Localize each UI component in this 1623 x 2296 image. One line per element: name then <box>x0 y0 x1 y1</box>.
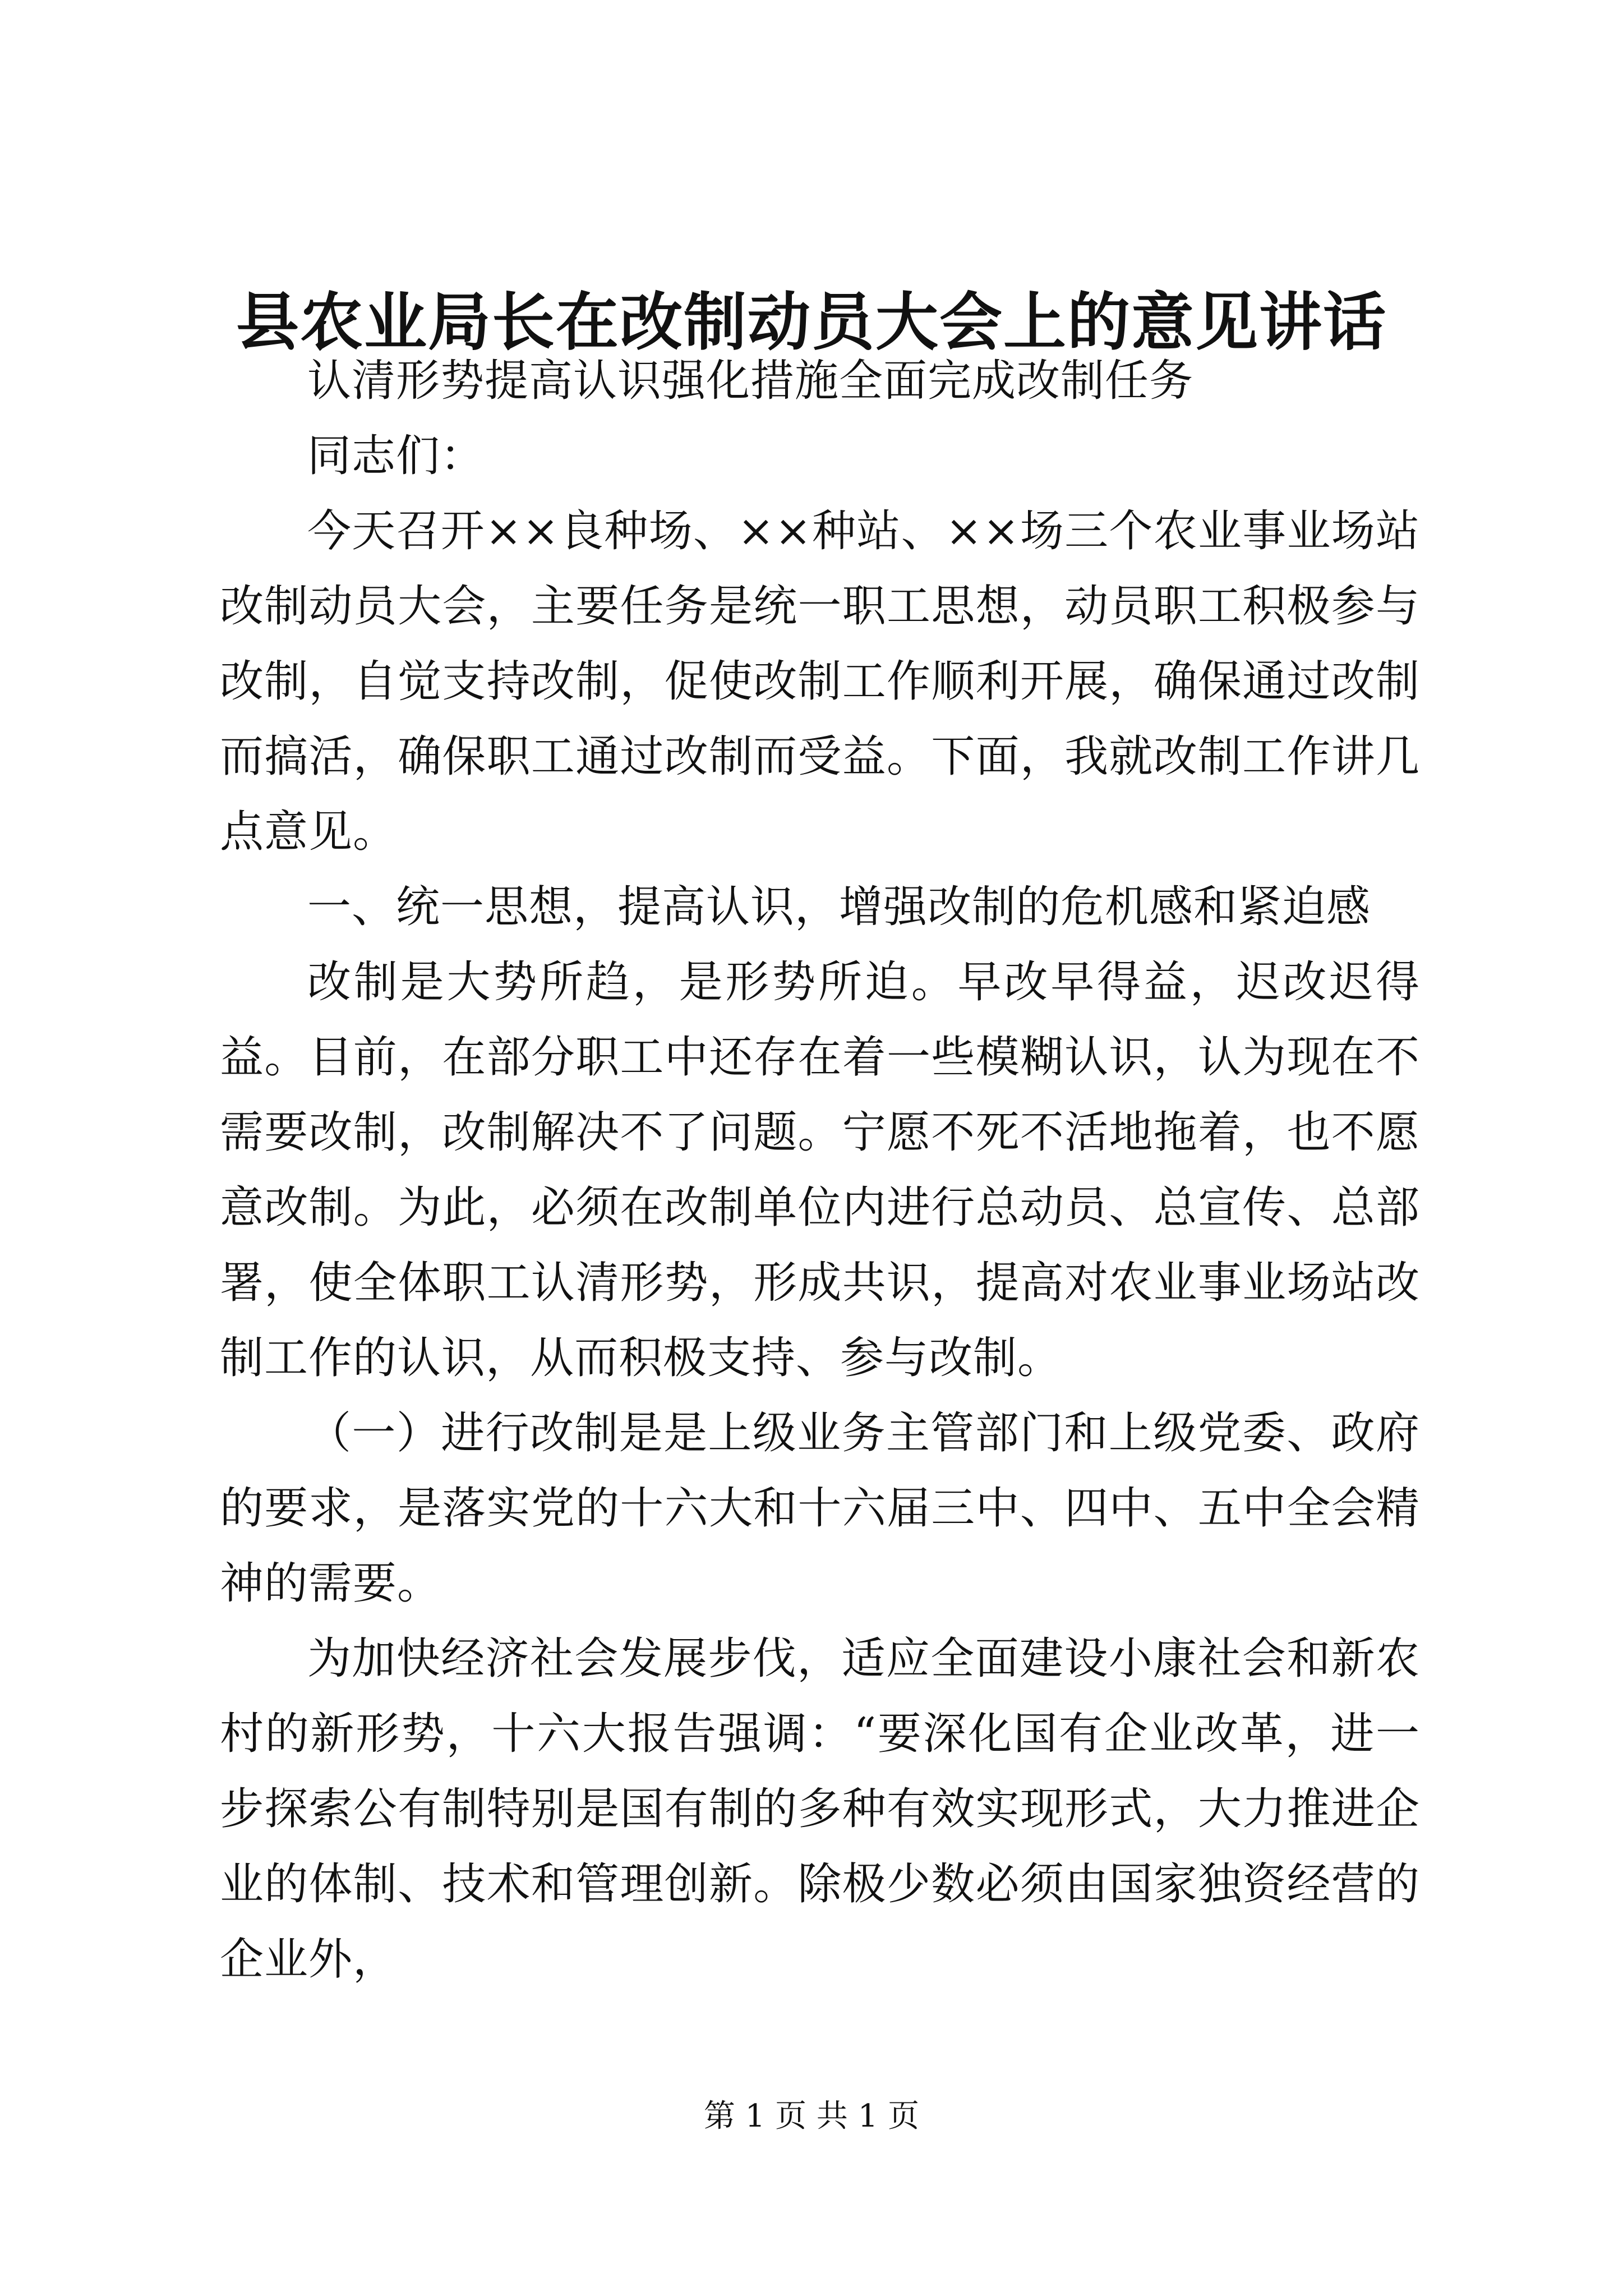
body-paragraph: 为加快经济社会发展步伐，适应全面建设小康社会和新农村的新形势，十六大报告强调：“要深化国有企业改革，进一步探索公有制特别是国有制的多种有效实现形式，大力推进企业的体制、技术和管理创新。除极少数必须由国家独资经营的企业外， <box>220 1634 1420 1985</box>
section-heading: 一、统一思想，提高认识，增强改制的危机感和紧迫感 <box>307 882 1371 932</box>
page-footer: 第 1 页 共 1 页 <box>703 2098 920 2134</box>
document-title: 县农业局长在改制动员大会上的意见讲话 <box>236 286 1387 359</box>
document-body <box>220 343 1420 1997</box>
body-paragraph: 今天召开××良种场、××种站、××场三个农业事业场站改制动员大会，主要任务是统一职工思想，动员职工积极参与改制，自觉支持改制，促使改制工作顺利开展，确保通过改制而搞活，确保职工通过改制而受益。下面，我就改制工作讲几点意见。 <box>220 506 1420 857</box>
salutation-paragraph: 同志们： <box>307 431 485 481</box>
subsection-heading: （一）进行改制是是上级业务主管部门和上级党委、政府的要求，是落实党的十六大和十六届三中、四中、五中全会精神的需要。 <box>220 1408 1420 1609</box>
body-paragraph: 改制是大势所趋，是形势所迫。早改早得益，迟改迟得益。目前，在部分职工中还存在着一些模糊认识，认为现在不需要改制，改制解决不了问题。宁愿不死不活地拖着，也不愿意改制。为此，必须在改制单位内进行总动员、总宣传、总部署，使全体职工认清形势，形成共识，提高对农业事业场站改制工作的认识，从而积极支持、参与改制。 <box>220 957 1420 1383</box>
subtitle-paragraph: 认清形势提高认识强化措施全面完成改制任务 <box>307 356 1194 406</box>
